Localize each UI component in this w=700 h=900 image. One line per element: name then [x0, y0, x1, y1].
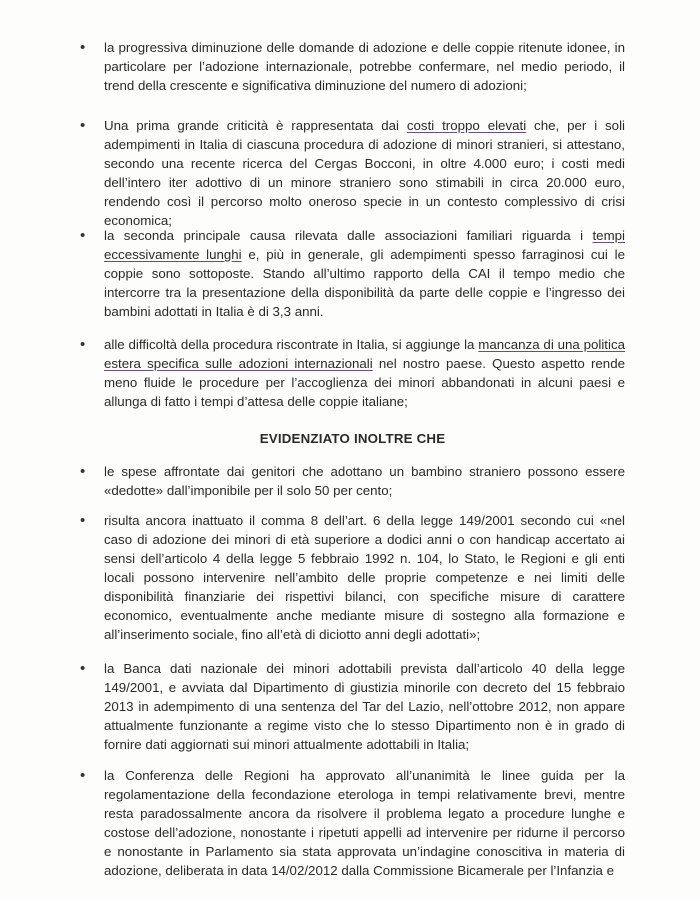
list-item — [80, 226, 625, 321]
list-item — [80, 462, 625, 500]
bullet-list-bottom-2 — [80, 511, 625, 644]
bullet-list-top — [80, 38, 625, 95]
list-item — [80, 38, 625, 95]
list-item — [80, 766, 625, 880]
item-text: la seconda principale causa rilevata dalle associazioni familiari riguarda i — [104, 228, 593, 243]
bullet-list-top-2 — [80, 116, 625, 230]
list-item — [80, 116, 625, 230]
item-text: la progressiva diminuzione delle domande di adozione e delle coppie ritenute idonee, in particolare per l’adozione internazionale, potrebbe confermare, nel medio periodo, il trend della crescente e significativa diminuzione del numero di adozioni; — [104, 40, 625, 93]
item-text: e, più in generale, gli adempimenti spesso farraginosi cui le coppie sono sottoposte. Stando all’ultimo rapporto della CAI il tempo medio che intercorre tra la presentazione della disponibilità da parte delle coppie e l’ingresso dei bambini adottati in Italia è di 3,3 anni. — [104, 247, 625, 319]
underlined-phrase: mancanza di una politica estera specifica sulle adozioni internazionali — [104, 337, 625, 371]
bullet-icon: • — [80, 336, 86, 353]
bullet-list-top-3 — [80, 226, 625, 321]
item-text: Una prima grande criticità è rappresentata dai — [104, 118, 407, 133]
bullet-list-bottom-3 — [80, 659, 625, 754]
bullet-icon: • — [80, 660, 86, 677]
section-heading: EVIDENZIATO INOLTRE CHE — [259, 431, 446, 446]
item-text: alle difficoltà della procedura riscontrate in Italia, si aggiunge la — [104, 337, 479, 352]
bullet-list-bottom-4 — [80, 766, 625, 880]
bullet-icon: • — [80, 512, 86, 529]
underlined-phrase: costi troppo elevati — [406, 118, 527, 133]
bullet-icon: • — [80, 117, 86, 134]
item-text: le spese affrontate dai genitori che adottano un bambino straniero possono essere «dedotte» dall’imponibile per il solo 50 per cento; — [104, 464, 625, 498]
underlined-phrase: tempi eccessivamente lunghi — [104, 228, 625, 262]
item-text: la Conferenza delle Regioni ha approvato all’unanimità le linee guida per la regolamentazione della fecondazione eterologa in tempi relativamente brevi, mentre resta paradossalmente ancora da risolvere il problema legato a procedure lunghe e costose dell’adozione, nonostante i ripetuti appelli ad intervenire per ridurne il percorso e nonostante in Parlamento sia stata approvata un’indagine conoscitiva in materia di adozione, deliberata in data 14/02/2012 dalla Commissione Bicamerale per l’Infanzia e — [104, 768, 625, 878]
bullet-list-top-4 — [80, 335, 625, 411]
bullet-icon: • — [80, 463, 86, 480]
item-text: che, per i soli adempimenti in Italia di ciascuna procedura di adozione di minori stranieri, si attestano, secondo una recente ricerca del Cergas Bocconi, in oltre 4.000 euro; i costi medi dell’intero iter adottivo di un minore straniero sono stimabili in circa 20.000 euro, rendendo così il percorso molto oneroso specie in un contesto complessivo di crisi economica; — [104, 118, 625, 228]
bullet-icon: • — [80, 767, 86, 784]
item-text: risulta ancora inattuato il comma 8 dell’art. 6 della legge 149/2001 secondo cui «nel caso di adozione dei minori di età superiore a dodici anni o con handicap accertato ai sensi dell’articolo 4 della legge 5 febbraio 1992 n. 104, lo Stato, le Regioni e gli enti locali possono intervenire nell’ambito delle proprie competenze e nei limiti delle disponibilità finanziarie dei rispettivi bilanci, con specifiche misure di carattere economico, eventualmente anche mediante misure di sostegno alla formazione e all’inserimento sociale, fino all’età di diciotto anni degli adottati»; — [104, 513, 625, 642]
list-item — [80, 511, 625, 644]
item-text: nel nostro paese. Questo aspetto rende meno fluide le procedure per l’accoglienza dei minori abbandonati in alcuni paesi e allunga di fatto i tempi d’attesa delle coppie italiane; — [104, 356, 625, 409]
bullet-icon: • — [80, 227, 86, 244]
bullet-list-bottom-1 — [80, 462, 625, 500]
list-item — [80, 335, 625, 411]
bullet-icon: • — [80, 39, 86, 56]
list-item — [80, 659, 625, 754]
item-text: la Banca dati nazionale dei minori adottabili prevista dall’articolo 40 della legge 149/2001, e avviata dal Dipartimento di giustizia minorile con decreto del 15 febbraio 2013 in adempimento di una sentenza del Tar del Lazio, nell’ottobre 2012, non appare attualmente funzionante a regime visto che lo stesso Dipartimento non è in grado di fornire dati aggiornati sui minori attualmente adottabili in Italia; — [104, 661, 625, 752]
